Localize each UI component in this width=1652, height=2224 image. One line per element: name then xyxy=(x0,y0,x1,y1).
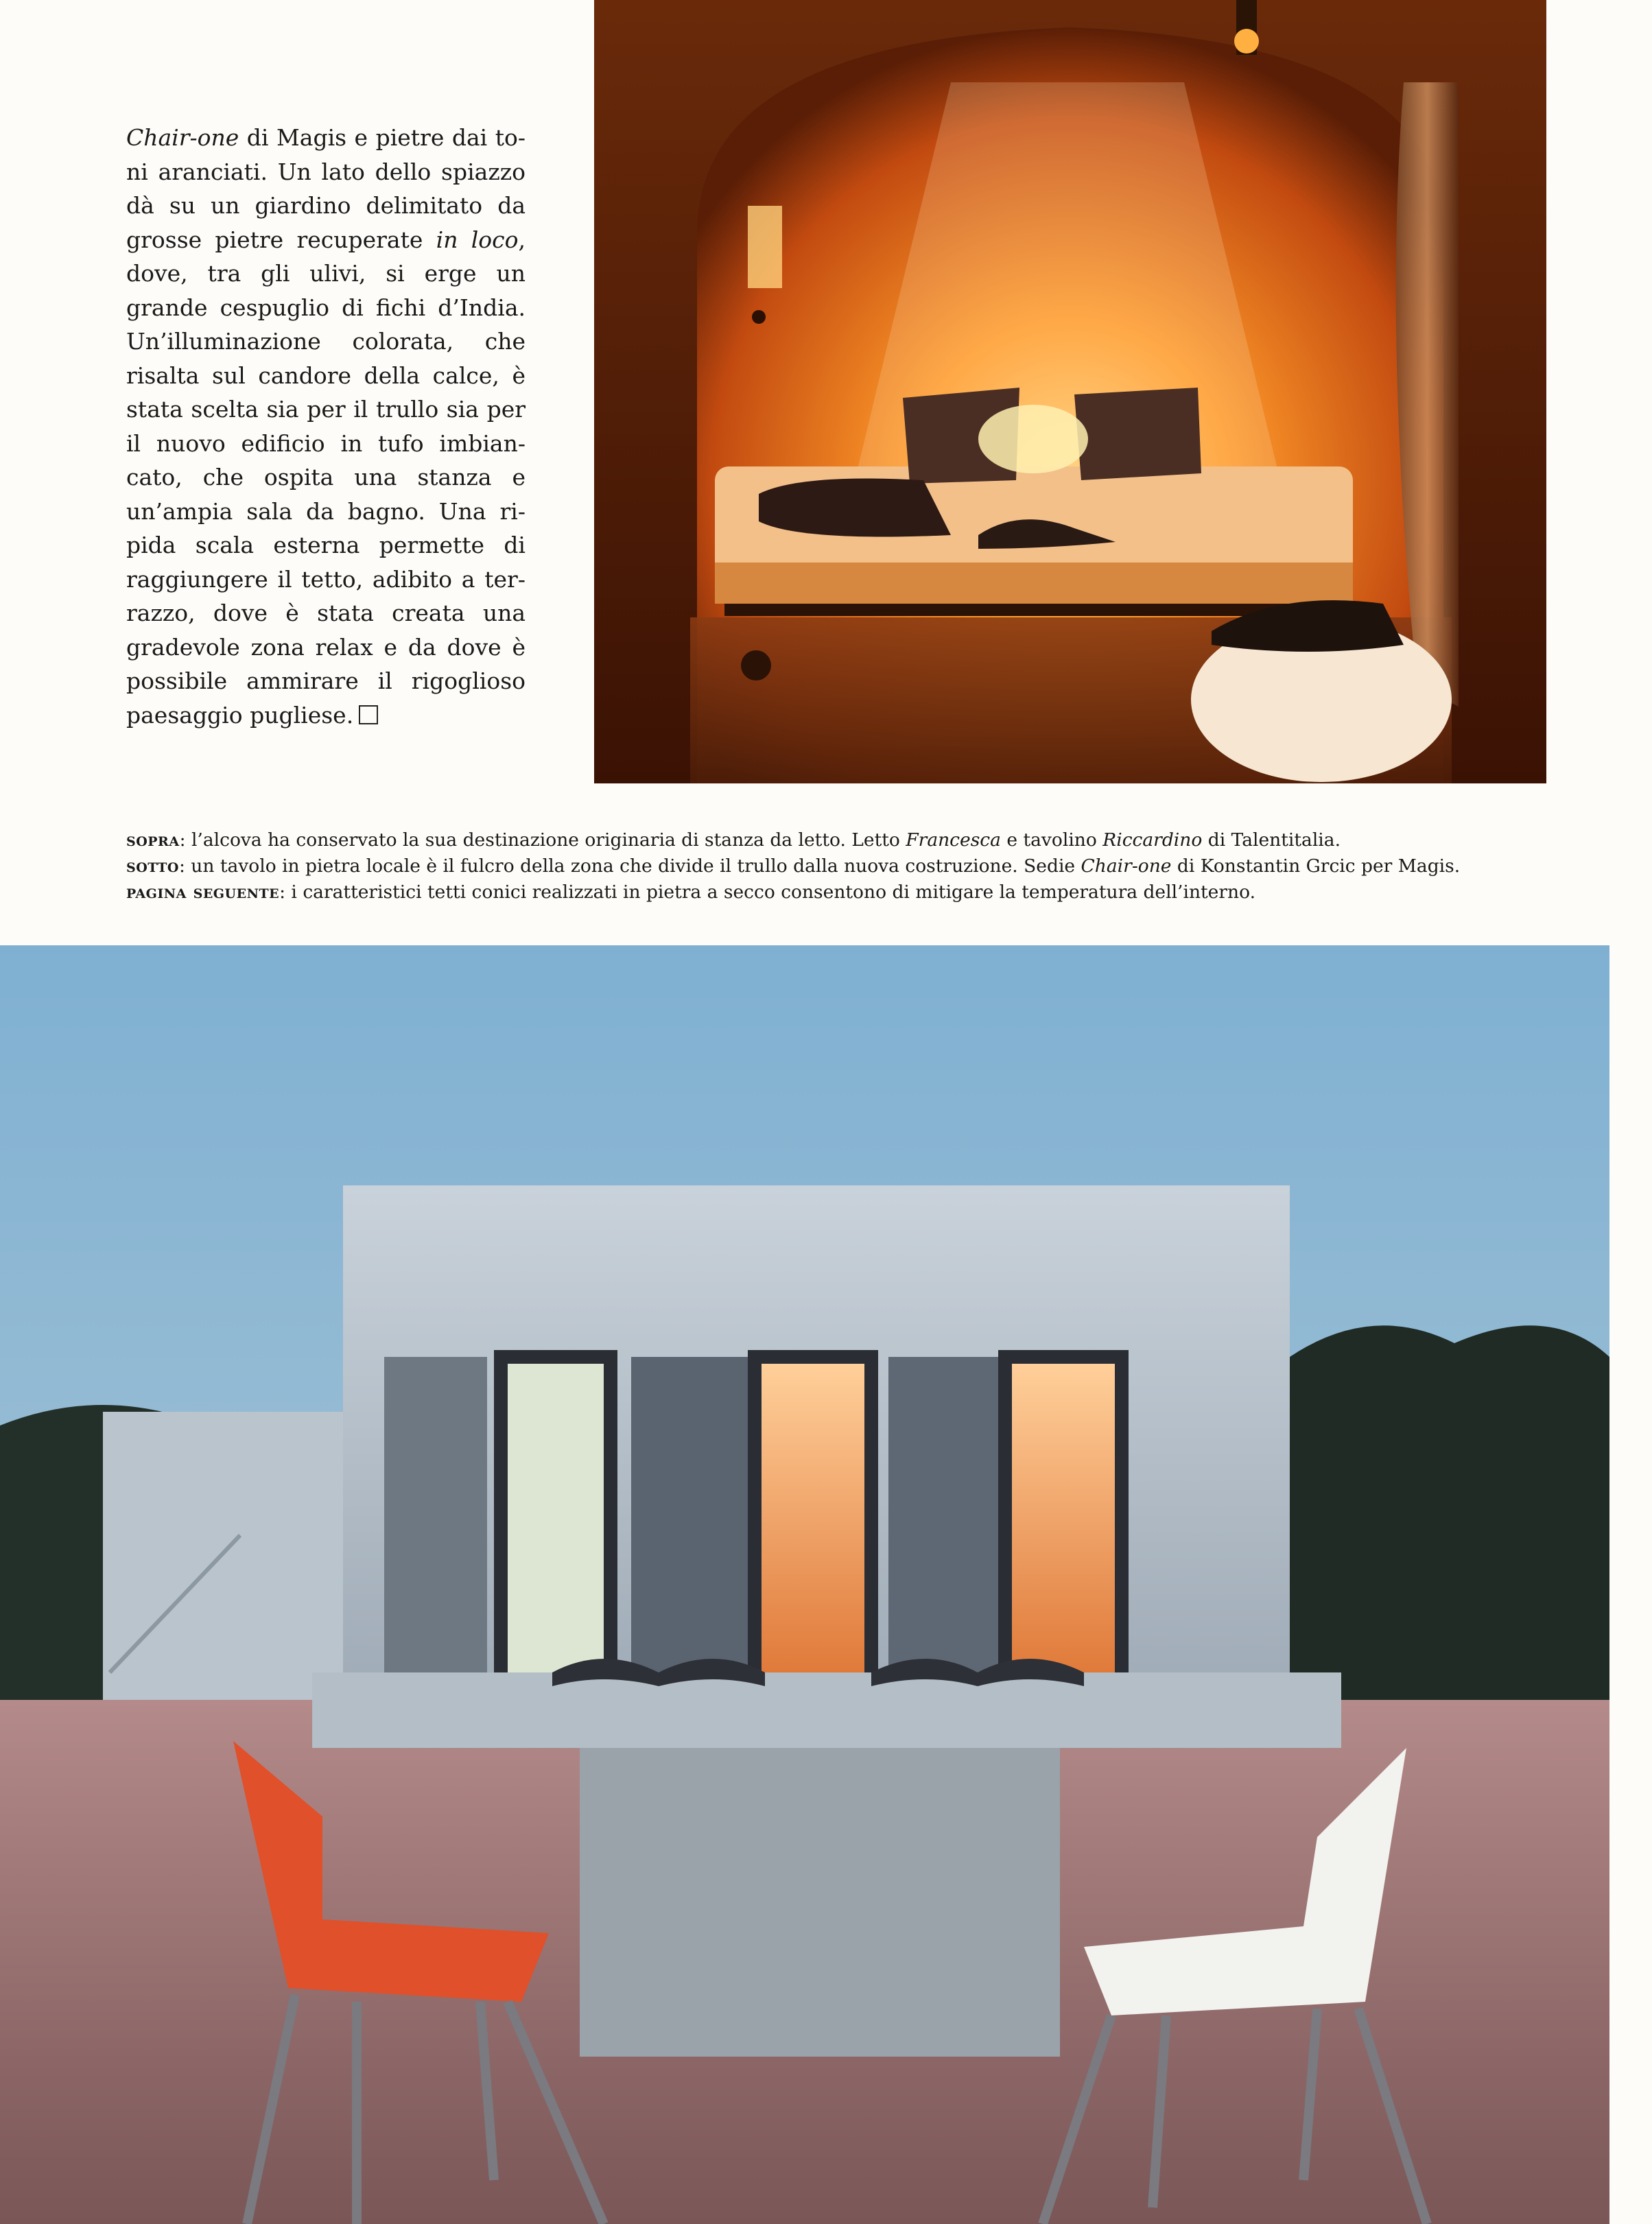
article-paragraph xyxy=(126,121,526,732)
photo-captions xyxy=(126,827,1539,906)
caption-sotto xyxy=(126,853,1539,879)
caption-run-text: : l’alcova ha conservato la sua destinazione originaria di stanza da letto. Letto xyxy=(179,829,906,851)
article-body-text xyxy=(126,121,526,732)
body-run-text: di Magis e pietre dai toni aranciati. Un lato dello spiazzo dà su un giardino delimitato da grosse pietre recuperate xyxy=(126,124,526,253)
caption-run-text: : un tavolo in pietra locale è il fulcro della zona che divide il trullo dalla nuova costruzione. Sedie xyxy=(178,855,1081,877)
end-of-article-square xyxy=(359,705,378,724)
caption-lead: sopra xyxy=(126,829,180,851)
photo-alcove-bedroom xyxy=(594,0,1546,783)
body-run-italic: Chair-one xyxy=(126,124,239,151)
caption-sopra xyxy=(126,827,1539,853)
caption-run-italic: Francesca xyxy=(906,829,1001,851)
caption-lead: sotto xyxy=(126,855,179,877)
caption-run-text: e tavolino xyxy=(1000,829,1103,851)
caption-pagina-seguente xyxy=(126,879,1539,906)
caption-run-text: di Konstantin Grcic per Magis. xyxy=(1171,855,1461,877)
photo-terrace-table-chairs xyxy=(0,945,1609,2224)
caption-run-text: di Talentitalia. xyxy=(1202,829,1341,851)
caption-run-italic: Chair-one xyxy=(1081,855,1172,877)
caption-run-text: : i caratteristici tetti conici realizzati in pietra a secco consentono di mitigare la temperatura dell’interno. xyxy=(279,882,1256,903)
body-run-text: , dove, tra gli ulivi, si erge un grande cespuglio di fichi d’India. Un’illuminazione colorata, che risalta sul candore della calce, è stata scelta sia per il trullo sia per il nuovo edificio in tufo imbiancato, che ospita una stanza e un’ampia sala da bagno. Una ripida scala esterna permette di raggiungere il tetto, adibito a terrazzo, dove è stata creata una gradevole zona relax e da dove è possibile ammirare il rigoglioso paesaggio pugliese. xyxy=(126,226,526,729)
caption-lead: pagina seguente xyxy=(126,882,280,903)
body-run-italic: in loco xyxy=(436,226,519,253)
caption-run-italic: Riccardino xyxy=(1102,829,1203,851)
